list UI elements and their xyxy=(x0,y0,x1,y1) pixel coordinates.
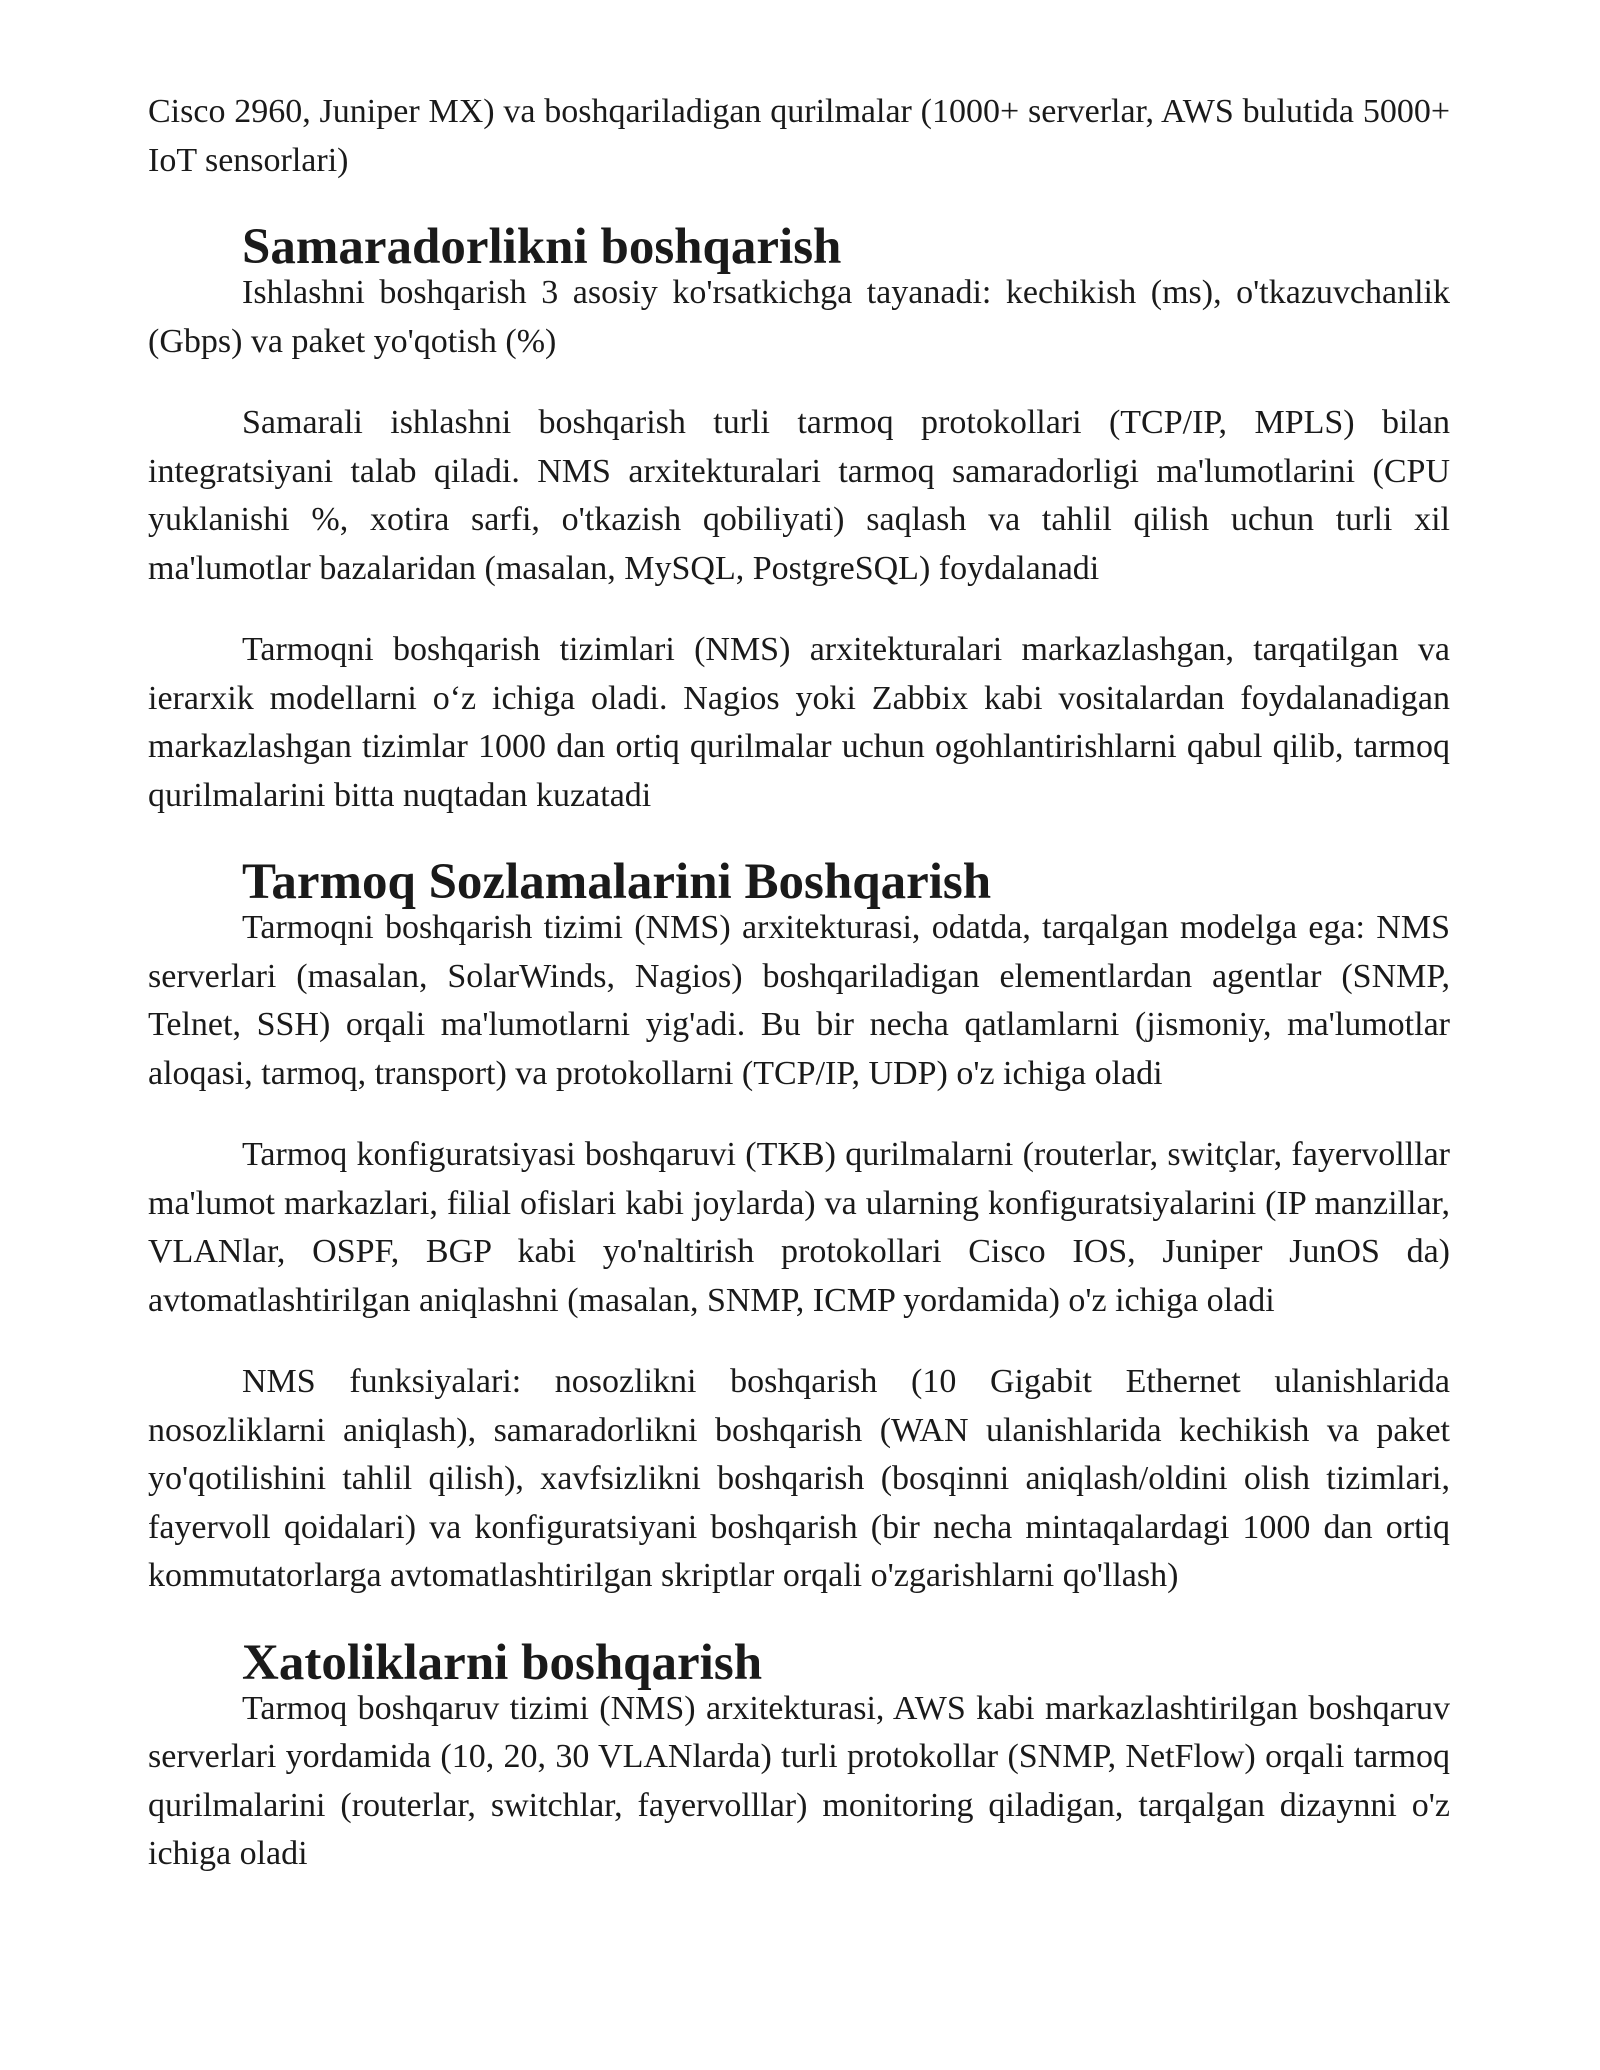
paragraph-nms-architectures: Tarmoqni boshqarish tizimlari (NMS) arxitekturalari markazlashgan, tarqatilgan va ierarxik modellarni o‘z ichiga oladi. Nagios yoki Zabbix kabi vositalardan foydalanadigan markazlashgan tizimlar 1000 dan ortiq qurilmalar uchun ogohlantirishlarni qabul qilib, tarmoq qurilmalarini bitta nuqtadan kuzatadi xyxy=(148,631,1450,814)
heading-tarmoq-sozlamalari: Tarmoq Sozlamalarini Boshqarish xyxy=(242,854,992,910)
paragraph-fault-management: Tarmoq boshqaruv tizimi (NMS) arxitekturasi, AWS kabi markazlashtirilgan boshqaruv serverlari yordamida (10, 20, 30 VLANlarda) turli protokollar (SNMP, NetFlow) orqali tarmoq qurilmalarini (routerlar, switchlar, fayervolllar) monitoring qiladigan, tarqalgan dizaynni o'z ichiga oladi xyxy=(148,1689,1450,1872)
paragraph-tkb: Tarmoq konfiguratsiyasi boshqaruvi (TKB) qurilmalarni (routerlar, switçlar, fayervolllar ma'lumot markazlari, filial ofislari kabi joylarda) va ularning konfiguratsiyalarini (IP manzillar, VLANlar, OSPF, BGP kabi yo'naltirish protokollari Cisco IOS, Juniper JunOS da) avtomatlashtirilgan aniqlashni (masalan, SNMP, ICMP yordamida) o'z ichiga oladi xyxy=(148,1136,1450,1319)
paragraph-performance-metrics: Ishlashni boshqarish 3 asosiy ko'rsatkichga tayanadi: kechikish (ms), o'tkazuvchanlik (Gbps) va paket yo'qotish (%) xyxy=(148,274,1450,360)
heading-xatoliklar: Xatoliklarni boshqarish xyxy=(242,1634,763,1691)
document-page xyxy=(148,88,1450,1879)
paragraph-nms-functions: NMS funksiyalari: nosozlikni boshqarish (10 Gigabit Ethernet ulanishlarida nosozliklarni aniqlash), samaradorlikni boshqarish (WAN ulanishlarida kechikish va paket yo'qotilishini tahlil qilish), xavfsizlikni boshqarish (bosqinni aniqlash/oldini olish tizimlari, fayervoll qoidalari) va konfiguratsiyani boshqarish (bir necha mintaqalardagi 1000 dan ortiq kommutatorlarga avtomatlashtirilgan skriptlar orqali o'zgarishlarni qo'llash) xyxy=(148,1363,1450,1594)
paragraph-continuation: Cisco 2960, Juniper MX) va boshqariladigan qurilmalar (1000+ serverlar, AWS bulutida 5000+ IoT sensorlari) xyxy=(148,93,1450,179)
paragraph-nms-distributed: Tarmoqni boshqarish tizimi (NMS) arxitekturasi, odatda, tarqalgan modelga ega: NMS serverlari (masalan, SolarWinds, Nagios) boshqariladigan elementlardan agentlar (SNMP, Telnet, SSH) orqali ma'lumotlarni yig'adi. Bu bir necha qatlamlarni (jismoniy, ma'lumotlar aloqasi, tarmoq, transport) va protokollarni (TCP/IP, UDP) o'z ichiga oladi xyxy=(148,909,1450,1092)
heading-samaradorlik: Samaradorlikni boshqarish xyxy=(242,219,842,275)
paragraph-performance-integration: Samarali ishlashni boshqarish turli tarmoq protokollari (TCP/IP, MPLS) bilan integratsiyani talab qiladi. NMS arxitekturalari tarmoq samaradorligi ma'lumotlarini (CPU yuklanishi %, xotira sarfi, o'tkazish qobiliyati) saqlash va tahlil qilish uchun turli xil ma'lumotlar bazalaridan (masalan, MySQL, PostgreSQL) foydalanadi xyxy=(148,404,1450,587)
